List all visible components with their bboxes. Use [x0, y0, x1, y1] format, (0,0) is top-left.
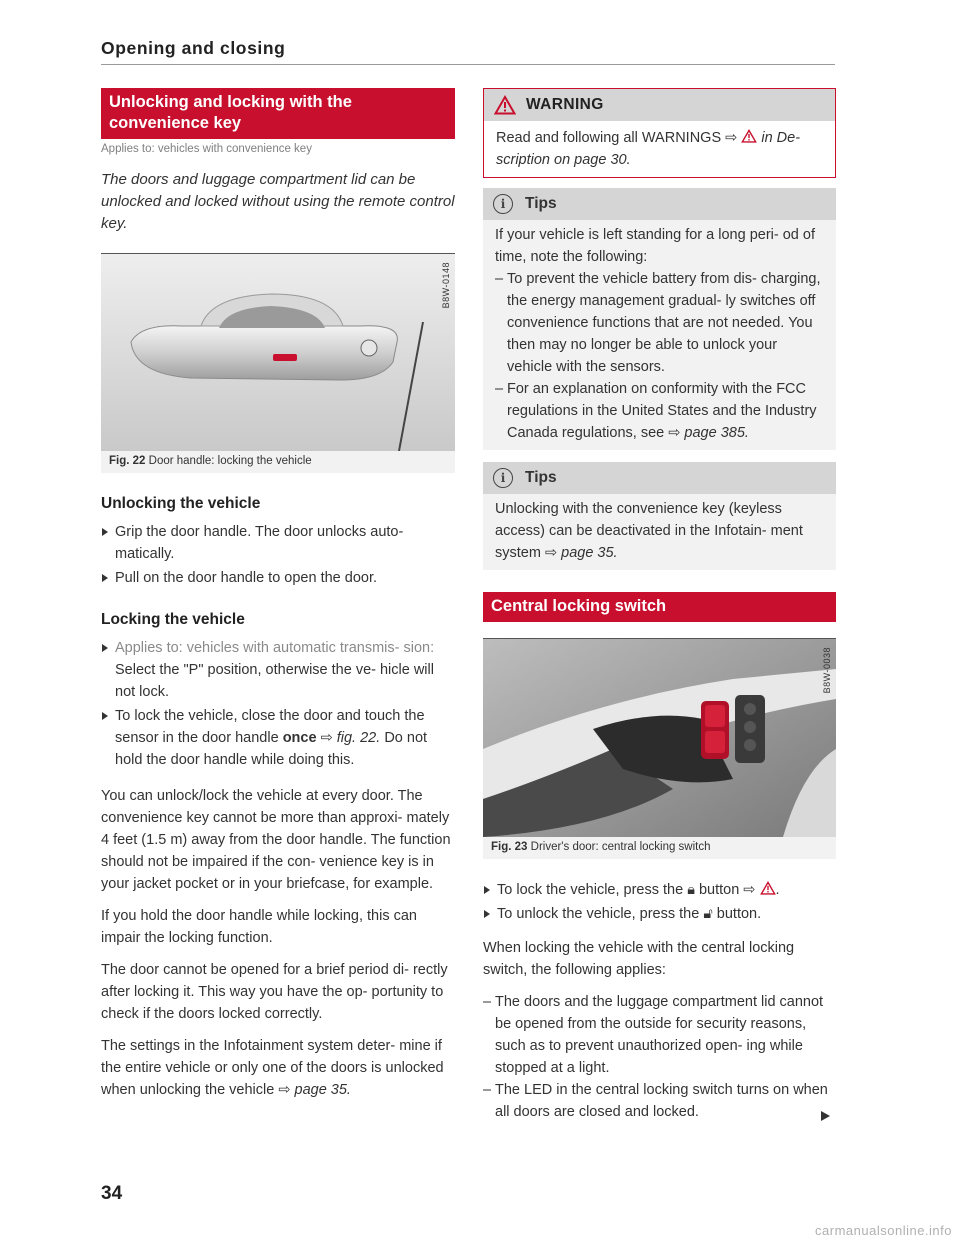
central-lock-dash-list: [483, 991, 836, 1123]
lock-step-2-bold: once: [282, 730, 317, 746]
tips-box-2: [483, 462, 836, 570]
central-lock-steps: [483, 879, 836, 925]
lock-icon: 🔒︎: [687, 882, 695, 898]
lock-step-2-b: Do not hold the door handle while doing this.: [115, 730, 428, 768]
header-divider: [101, 64, 835, 65]
tips-item-2-text: For an explanation on conformity with the FCC regulations in the United States and the Industry Canada regulations, see: [507, 381, 817, 441]
dash-item-2: – The LED in the central locking switch turns on when all doors are closed and locked.: [483, 1079, 836, 1123]
tips-header-1: [483, 188, 836, 220]
warning-ref-icon: [760, 881, 776, 895]
tips2-paragraph: [495, 498, 826, 564]
lock-step-1: [101, 637, 455, 703]
warning-triangle-icon: [494, 95, 516, 115]
section-title-central-locking: Central locking switch: [483, 592, 836, 622]
page-385-link[interactable]: ⇨ page 385.: [668, 425, 749, 441]
warning-ref-link[interactable]: in De- scription on page 30.: [496, 130, 801, 168]
heading-unlocking: Unlocking the vehicle: [101, 495, 261, 512]
lock-step-1-applies: Applies to: vehicles with automatic transmis- sion:: [115, 640, 435, 656]
lock-step-1-text: Select the "P" position, otherwise the ve- hicle will not lock.: [115, 662, 434, 700]
paragraph-2: If you hold the door handle while locking, this can impair the locking function.: [101, 908, 417, 946]
warning-body: [484, 121, 835, 177]
lock-step-2-a: To lock the vehicle, close the door and touch the sensor in the door handle: [115, 708, 425, 746]
info-icon: i: [493, 194, 513, 214]
unlock-step-1: Grip the door handle. The door unlocks auto- matically.: [101, 521, 455, 565]
intro-text: The doors and luggage compartment lid can be unlocked and locked without using the remote control key.: [101, 171, 455, 232]
warning-text: Read and following all WARNINGS ⇨: [496, 130, 738, 146]
heading-locking: Locking the vehicle: [101, 611, 245, 628]
figure-caption-text: Door handle: locking the vehicle: [148, 455, 312, 467]
central-lock-paragraph: When locking the vehicle with the central locking switch, the following applies:: [483, 940, 795, 978]
figure-caption-text: Driver's door: central locking switch: [530, 841, 711, 853]
tips-intro: If your vehicle is left standing for a long peri- od of time, note the following:: [495, 227, 815, 265]
door-switch-drawing: [483, 639, 836, 837]
tips-body-2: [483, 494, 836, 570]
tips-label-2: Tips: [525, 469, 557, 486]
tips2-page-35-link[interactable]: ⇨ page 35.: [544, 545, 618, 561]
continue-arrow-icon: [821, 1111, 830, 1121]
info-icon: i: [493, 468, 513, 488]
tips2-text: Unlocking with the convenience key (keyless access) can be deactivated in the Infotain- ment system: [495, 501, 803, 561]
central-lock-step-1: To lock the vehicle, press the 🔒︎ button ⇨ .: [483, 879, 836, 901]
central-lock-step-2: [483, 903, 836, 925]
door-switch-illustration: [483, 639, 836, 837]
unlock-step-2: Pull on the door handle to open the door.: [101, 567, 455, 589]
figure-code: B8W-0038: [822, 647, 832, 694]
step-2-post: button.: [716, 906, 762, 922]
locking-steps: [101, 637, 455, 771]
figure-23: [483, 638, 836, 859]
right-column: [483, 66, 836, 1123]
warning-box: [483, 88, 836, 178]
warning-ref-icon: [741, 129, 757, 143]
tips-list: [495, 268, 826, 444]
figure-code: B8W-0148: [441, 262, 451, 309]
page-35-link[interactable]: ⇨ page 35.: [278, 1082, 351, 1098]
paragraph-4: [101, 1035, 455, 1101]
page-number: 34: [101, 1183, 123, 1204]
figure-number: Fig. 23: [491, 841, 528, 853]
step-1-post: button ⇨: [698, 882, 756, 898]
warning-label: WARNING: [526, 96, 604, 113]
tips-body-1: [483, 220, 836, 450]
tips-item-1: – To prevent the vehicle battery from dis- charging, the energy management gradual- ly switches off convenience functions that are not needed. You then may no longer be able to unlock your vehicle with the sensors.: [495, 268, 826, 378]
section-title-convenience-key: Unlocking and locking with the convenience key: [101, 88, 455, 139]
page-header-title: Opening and closing: [101, 38, 286, 58]
figure-number: Fig. 22: [109, 455, 146, 467]
applies-note: Applies to: vehicles with convenience key: [101, 143, 312, 155]
paragraph-4-text: The settings in the Infotainment system deter- mine if the entire vehicle or only one of the doors is unlocked when unlocking the vehicle: [101, 1038, 444, 1098]
door-handle-drawing: [101, 254, 455, 451]
dash-item-1: – The doors and the luggage compartment lid cannot be opened from the outside for security reasons, such as to prevent unauthorized open- ing while stopped at a light.: [483, 991, 836, 1079]
left-column: [101, 88, 455, 1111]
paragraph-1: You can unlock/lock the vehicle at every door. The convenience key cannot be more than approxi- mately 4 feet (1.5 m) away from the door handle. The function should not be impaired if the con- venience key is in your jacket pocket or in your briefcase, for example.: [101, 788, 451, 892]
figure-caption: [483, 837, 836, 859]
paragraph-3: The door cannot be opened for a brief period di- rectly after locking it. This way you have the op- portunity to check if the doors locked correctly.: [101, 962, 448, 1022]
watermark: carmanualsonline.info: [815, 1223, 952, 1238]
step-1-pre: To lock the vehicle, press the: [497, 882, 684, 898]
tips-item-2: [495, 378, 826, 444]
tips-box-1: [483, 188, 836, 450]
unlocking-steps: [101, 521, 455, 589]
step-2-pre: To unlock the vehicle, press the: [497, 906, 700, 922]
door-handle-illustration: [101, 254, 455, 451]
unlock-icon: 🔓︎: [703, 906, 713, 922]
tips-header-2: [483, 462, 836, 494]
figure-caption: [101, 451, 455, 473]
warning-text-line: [496, 127, 825, 171]
tips-label-1: Tips: [525, 195, 557, 212]
figure-22: [101, 253, 455, 473]
lock-step-2: [101, 705, 455, 771]
warning-header: [484, 89, 835, 121]
fig-22-link[interactable]: ⇨ fig. 22.: [320, 730, 381, 746]
